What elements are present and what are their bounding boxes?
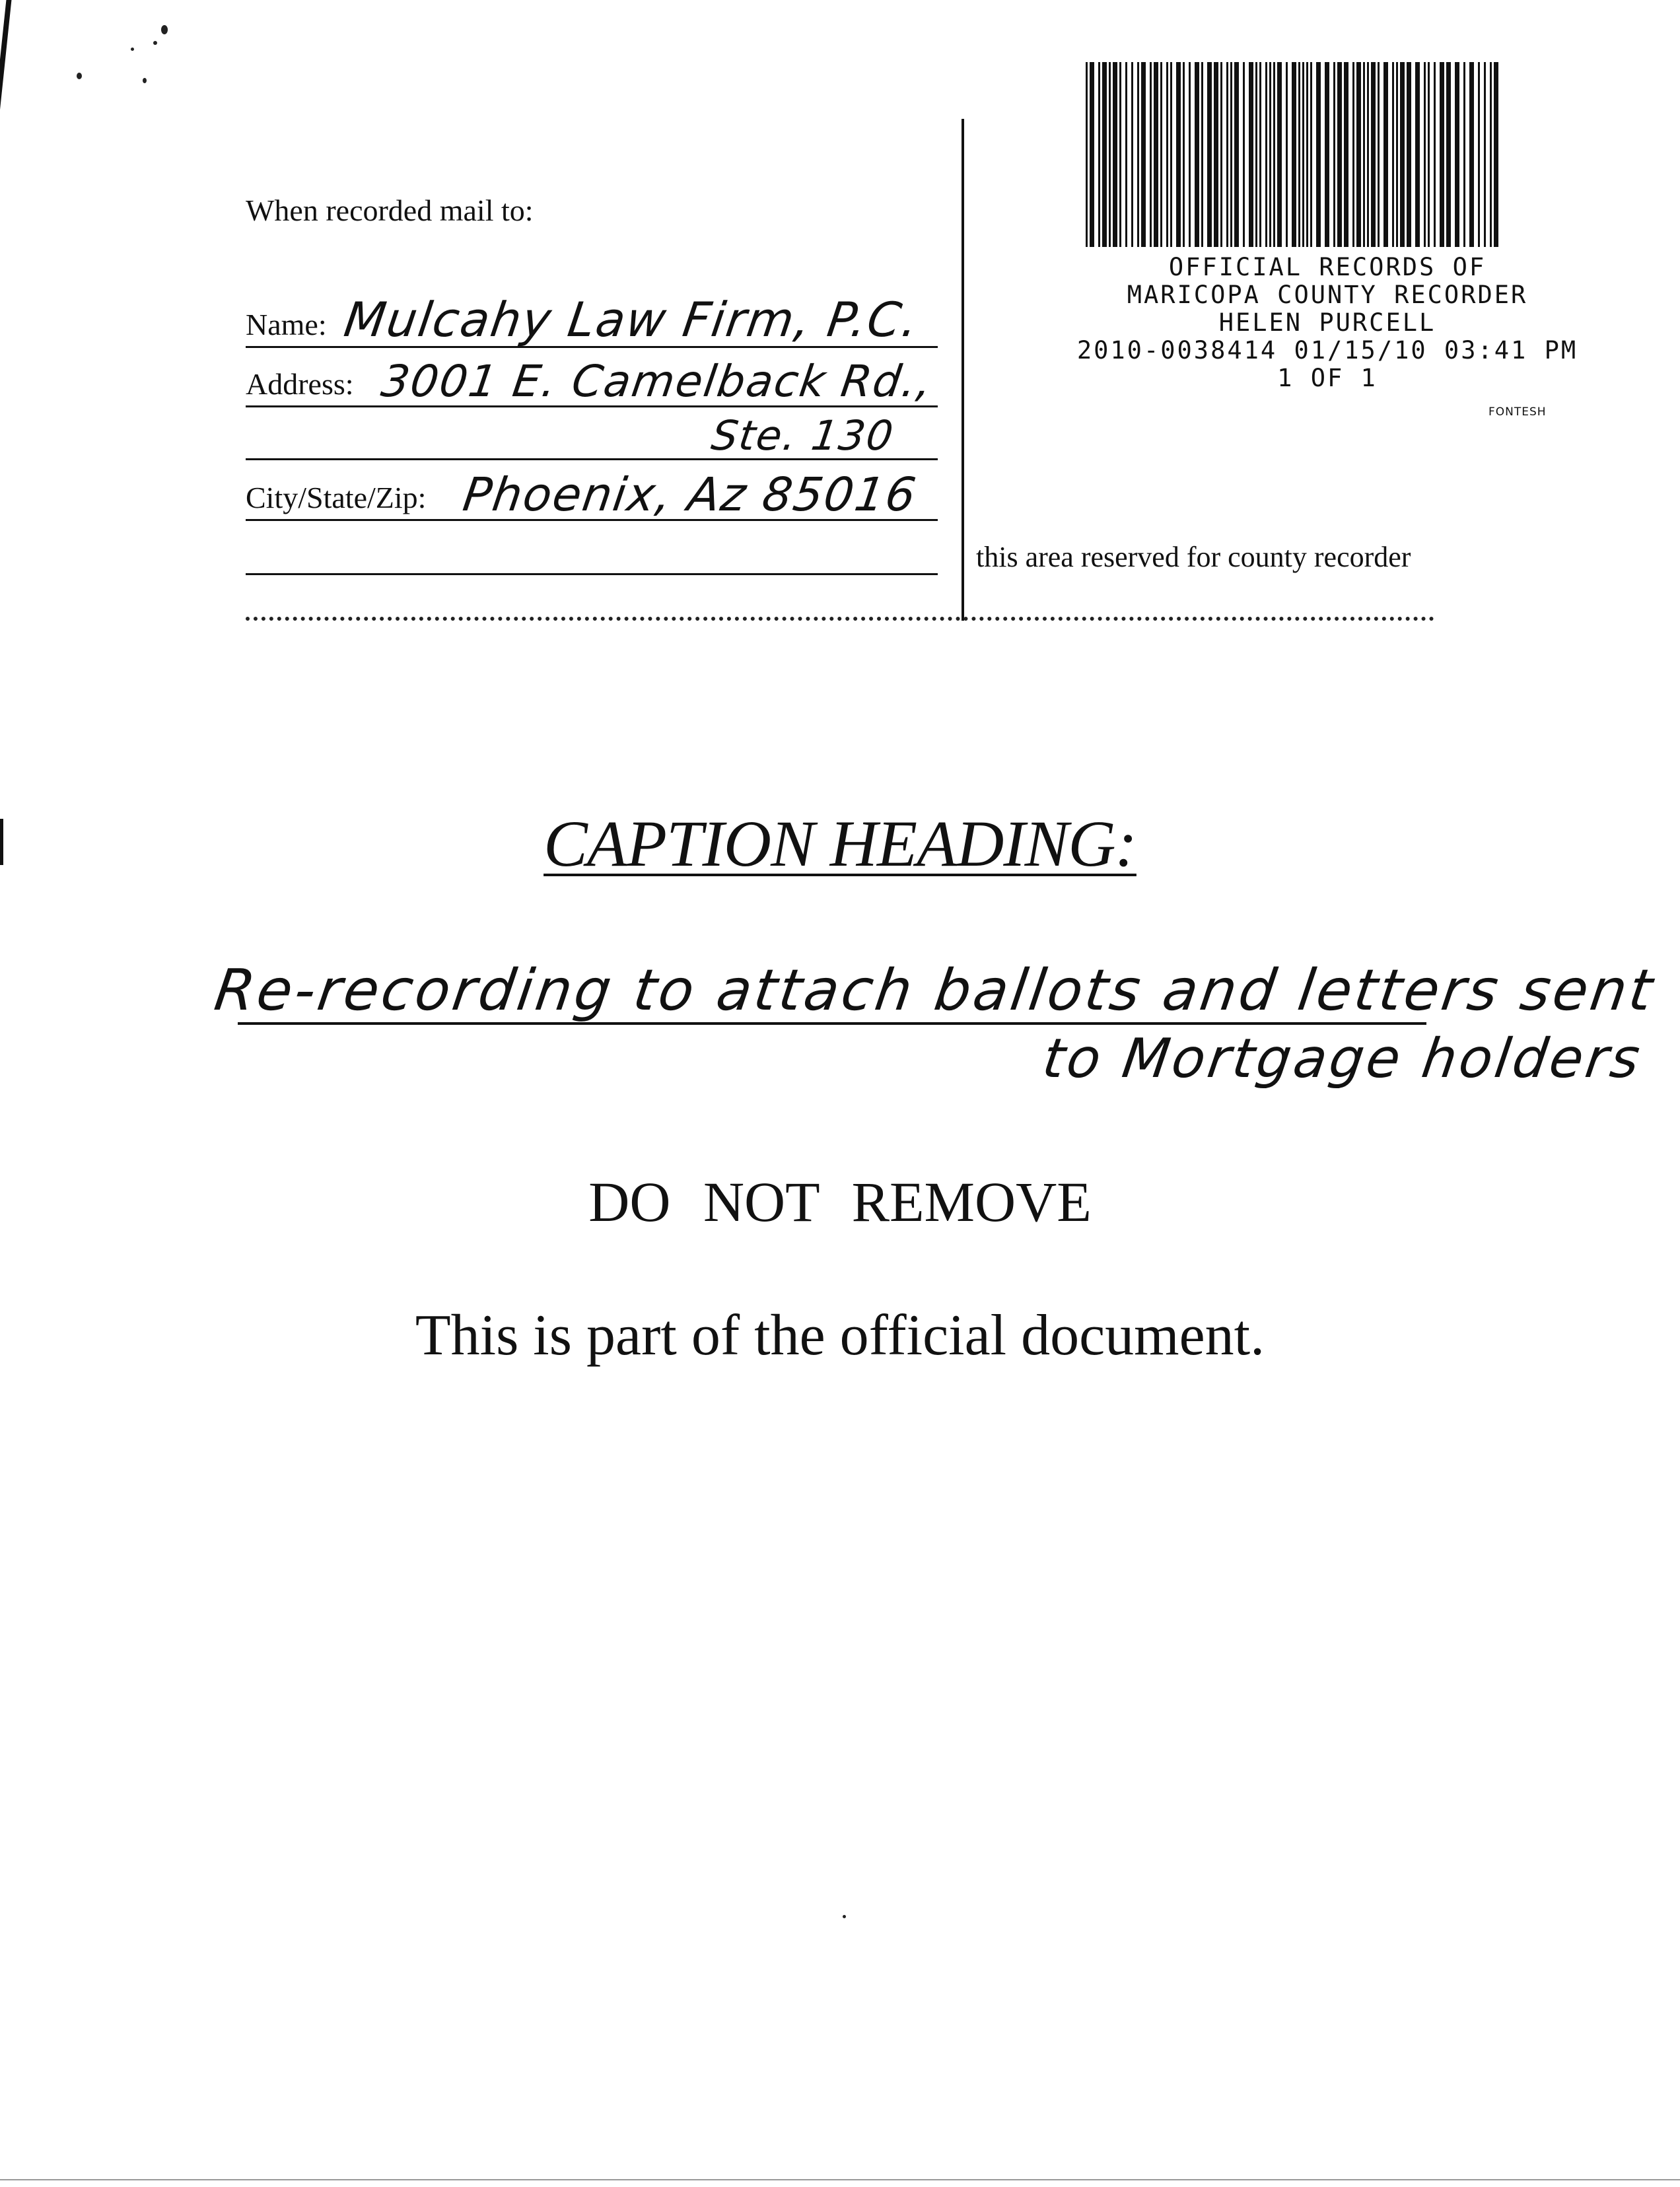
barcode-bar bbox=[1207, 62, 1212, 247]
barcode-bar bbox=[1220, 62, 1222, 247]
barcode-bar bbox=[1249, 62, 1253, 247]
name-row bbox=[246, 293, 938, 348]
caption-handwritten-line1: Re-recording to attach ballots and letters sent bbox=[210, 957, 1660, 1024]
caption-heading-text: CAPTION HEADING: bbox=[543, 807, 1137, 880]
caption-heading bbox=[0, 806, 1680, 882]
barcode-bar bbox=[1269, 62, 1271, 247]
blank-address-row bbox=[246, 520, 938, 575]
stamp-line-county-recorder: MARICOPA COUNTY RECORDER bbox=[1127, 281, 1528, 309]
barcode-bar bbox=[1286, 62, 1288, 247]
address-line2-handwritten: Ste. 130 bbox=[708, 411, 897, 460]
barcode-bar bbox=[1446, 62, 1451, 247]
barcode-bar bbox=[1463, 62, 1465, 247]
barcode-bar bbox=[1119, 62, 1121, 247]
scan-bottom-rule bbox=[0, 2179, 1680, 2180]
barcode-bar bbox=[1113, 62, 1117, 247]
city-state-zip-handwritten: Phoenix, Az 85016 bbox=[460, 468, 921, 522]
barcode-bar bbox=[1455, 62, 1459, 247]
address-line1-handwritten: 3001 E. Camelback Rd., bbox=[378, 356, 936, 407]
stamp-line-page-count: 1 OF 1 bbox=[1277, 364, 1378, 392]
barcode-bar bbox=[1310, 62, 1312, 247]
barcode-bar bbox=[1098, 62, 1100, 247]
barcode-bar bbox=[1415, 62, 1420, 247]
address-label: Address: bbox=[246, 367, 354, 401]
barcode-bar bbox=[1490, 62, 1492, 247]
barcode-bar bbox=[1367, 62, 1369, 247]
barcode-bar bbox=[1102, 62, 1107, 247]
barcode-bar bbox=[1363, 62, 1365, 247]
city-state-zip-row bbox=[246, 466, 938, 521]
barcode-bar bbox=[1141, 62, 1146, 247]
barcode-bar bbox=[1125, 62, 1127, 247]
barcode-bar bbox=[1150, 62, 1152, 247]
reserved-area-text: this area reserved for county recorder bbox=[976, 541, 1411, 573]
official-document-notice: This is part of the official document. bbox=[415, 1303, 1265, 1368]
mail-to-label: When recorded mail to: bbox=[246, 193, 534, 227]
barcode-bar bbox=[1086, 62, 1088, 247]
header-dotted-rule bbox=[246, 617, 1434, 621]
barcode-bar bbox=[1230, 62, 1232, 247]
city-state-zip-label: City/State/Zip: bbox=[246, 481, 427, 514]
barcode-bar bbox=[1277, 62, 1282, 247]
barcode-bar bbox=[1166, 62, 1168, 247]
barcode-bar bbox=[1333, 62, 1335, 247]
stamp-line-recorder-name: HELEN PURCELL bbox=[1218, 308, 1436, 337]
barcode bbox=[1083, 62, 1506, 247]
scan-speck bbox=[153, 41, 157, 45]
barcode-bar bbox=[1201, 62, 1203, 247]
barcode-bar bbox=[1400, 62, 1405, 247]
barcode-bar bbox=[1371, 62, 1376, 247]
barcode-bar bbox=[1298, 62, 1300, 247]
barcode-bar bbox=[1378, 62, 1380, 247]
barcode-bar bbox=[1195, 62, 1199, 247]
barcode-bar bbox=[1109, 62, 1111, 247]
stamp-clerk-code: FONTESH bbox=[1488, 405, 1547, 419]
scan-speck bbox=[77, 73, 82, 79]
name-value-handwritten: Mulcahy Law Firm, P.C. bbox=[341, 292, 923, 347]
barcode-bar bbox=[1176, 62, 1181, 247]
barcode-bar bbox=[1183, 62, 1185, 247]
barcode-bar bbox=[1352, 62, 1354, 247]
scan-speck bbox=[161, 25, 168, 34]
barcode-bar bbox=[1090, 62, 1094, 247]
scan-speck bbox=[131, 48, 134, 51]
scan-speck bbox=[843, 1915, 846, 1918]
barcode-bar bbox=[1189, 62, 1191, 247]
barcode-bar bbox=[1356, 62, 1361, 247]
barcode-bar bbox=[1383, 62, 1388, 247]
barcode-bar bbox=[1325, 62, 1329, 247]
barcode-bar bbox=[1160, 62, 1162, 247]
barcode-bar bbox=[1478, 62, 1480, 247]
caption-handwritten-line2: to Mortgage holders bbox=[1039, 1027, 1646, 1090]
scan-speck bbox=[143, 78, 147, 83]
name-label: Name: bbox=[246, 308, 327, 341]
stamp-line-official-records: OFFICIAL RECORDS OF bbox=[1168, 253, 1487, 281]
barcode-bar bbox=[1302, 62, 1304, 247]
scan-edge-mark-top bbox=[0, 0, 11, 119]
stamp-line-record-number-date: 2010-0038414 01/15/10 03:41 PM bbox=[1076, 336, 1578, 364]
barcode-bar bbox=[1234, 62, 1239, 247]
barcode-bar bbox=[1469, 62, 1474, 247]
barcode-bar bbox=[1484, 62, 1486, 247]
barcode-bar bbox=[1424, 62, 1426, 247]
barcode-bar bbox=[1292, 62, 1296, 247]
barcode-bar bbox=[1316, 62, 1321, 247]
barcode-bar bbox=[1243, 62, 1245, 247]
do-not-remove-notice: DO NOT REMOVE bbox=[588, 1170, 1092, 1233]
address-row-2 bbox=[246, 405, 938, 460]
recorder-stamp bbox=[1030, 254, 1625, 392]
barcode-bar bbox=[1137, 62, 1139, 247]
barcode-bar bbox=[1306, 62, 1308, 247]
barcode-bar bbox=[1434, 62, 1436, 247]
barcode-bar bbox=[1337, 62, 1342, 247]
barcode-bar bbox=[1396, 62, 1398, 247]
barcode-bar bbox=[1428, 62, 1430, 247]
barcode-bar bbox=[1226, 62, 1228, 247]
barcode-bar bbox=[1259, 62, 1261, 247]
caption-underline bbox=[238, 1022, 1426, 1025]
barcode-bar bbox=[1170, 62, 1172, 247]
barcode-bar bbox=[1440, 62, 1444, 247]
barcode-bar bbox=[1265, 62, 1267, 247]
barcode-bar bbox=[1494, 62, 1498, 247]
barcode-bar bbox=[1214, 62, 1218, 247]
recorder-area-divider bbox=[962, 119, 964, 621]
barcode-bar bbox=[1344, 62, 1348, 247]
address-row bbox=[246, 353, 938, 407]
barcode-bar bbox=[1255, 62, 1257, 247]
barcode-bar bbox=[1131, 62, 1133, 247]
barcode-bar bbox=[1392, 62, 1394, 247]
barcode-bar bbox=[1273, 62, 1275, 247]
barcode-bar bbox=[1407, 62, 1411, 247]
barcode-bar bbox=[1154, 62, 1158, 247]
